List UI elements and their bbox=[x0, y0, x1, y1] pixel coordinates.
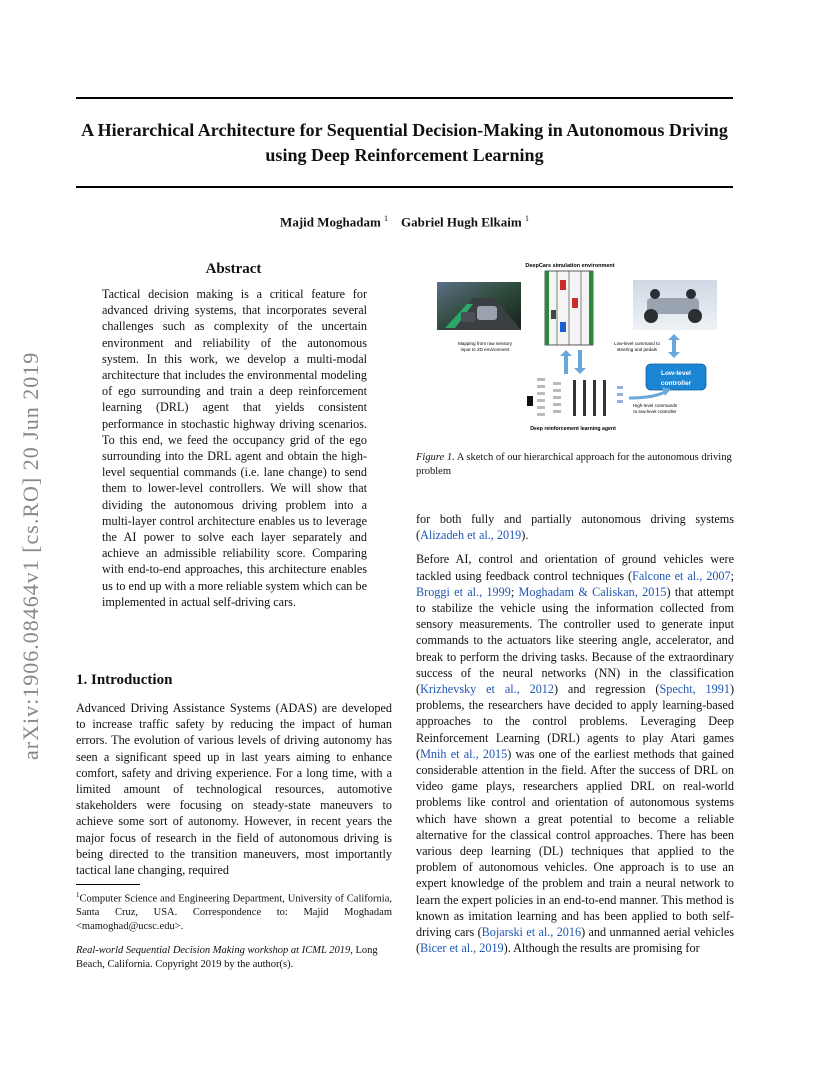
workshop-note bbox=[76, 944, 392, 971]
citation-link[interactable]: Moghadam & Caliskan, 2015 bbox=[518, 584, 667, 599]
citation-link[interactable]: Specht, 1991 bbox=[659, 682, 730, 697]
text-run: ) and unmanned aerial vehicles ( bbox=[416, 925, 734, 956]
author-name: Majid Moghadam bbox=[280, 214, 381, 230]
citation-link[interactable]: Broggi et al., 1999 bbox=[416, 584, 511, 599]
right-paragraph-1 bbox=[416, 511, 734, 543]
camera-view-image bbox=[437, 282, 521, 330]
author-list bbox=[76, 214, 733, 230]
env-label: DeepCars simulation environment bbox=[525, 263, 615, 269]
citation-link[interactable]: Bojarski et al., 2016 bbox=[481, 925, 582, 940]
text-run: ). Although the results are promising for bbox=[503, 941, 700, 956]
figure-caption-text: A sketch of our hierarchical approach for the autonomous driving problem bbox=[416, 452, 732, 477]
text-run: ). bbox=[521, 528, 529, 543]
double-arrow-icon bbox=[668, 334, 680, 358]
author-affil-mark: 1 bbox=[524, 214, 529, 223]
up-arrow-icon bbox=[560, 350, 572, 374]
text-run: ) was one of the earliest methods that gained considerable attention in the field. After the success of DRL on video game plays, researchers applied DRL on real-world problems like control and orientation of autonomous systems which have shown a great potential to become a reliable alternative for the classical control approaches. There has been various deep learning (DL) techniques that applied to the problem of autonomous vehicles. One approach is to use an expert knowledge of the problem and train a neural network to learn the expert policies in an end-to-end manner. This method is known as imitation learning and has been applied to both self-driving cars ( bbox=[416, 746, 734, 940]
citation-link[interactable]: Krizhevsky et al., 2012 bbox=[420, 682, 554, 697]
introduction-text: Advanced Driving Assistance Systems (ADAS) are developed to increase traffic safety by reducing the impact of human errors. The evolution of various levels of driving autonomy has seen a significant speed up in last years aiming to enhance comfort, safety and driving experience. For a long time, with a limited amount of technological resources, automotive stakeholders were focusing on steady-state maneuvers to achieve some sort of autonomy. However, in recent years the major focus of research in the field of autonomous driving is being directed to the transition maneuvers, most importantly tactical lane changing, required bbox=[76, 701, 392, 878]
workshop-details: , Long Beach, California. Copyright 2019 by the author(s). bbox=[76, 945, 378, 970]
workshop-name: Real-world Sequential Decision Making workshop at ICML 2019 bbox=[76, 945, 351, 956]
text-run: ) that attempt to stabilize the vehicle using the information collected from sensory measurements. The controller used to generate input commands to the actuators like steering angle, accelerator, and break to perform the driving tasks. Because of the extraordinary success of the neural networks (NN) in the classification ( bbox=[416, 584, 735, 697]
footnote-mark: 1 bbox=[76, 891, 80, 899]
paper-title: A Hierarchical Architecture for Sequential Decision-Making in Autonomous Driving using Deep Reinforcement Learning bbox=[81, 120, 728, 165]
citation-link[interactable]: Falcone et al., 2007 bbox=[632, 568, 731, 583]
figure-1 bbox=[433, 258, 723, 436]
author-affil-mark: 1 bbox=[384, 214, 389, 223]
right-column-body bbox=[416, 511, 734, 964]
figure-caption-label: Figure 1. bbox=[416, 452, 455, 463]
mapping-label-1: Mapping from raw sensory bbox=[457, 341, 513, 346]
title-bottom-rule bbox=[76, 186, 733, 188]
text-run: ; bbox=[730, 568, 735, 583]
citation-link[interactable]: Alizadeh et al., 2019 bbox=[420, 528, 522, 543]
right-paragraph-2 bbox=[416, 551, 734, 956]
citation-link[interactable]: Mnih et al., 2015 bbox=[420, 746, 508, 761]
abstract-heading: Abstract bbox=[205, 261, 262, 277]
text-run: Before AI, control and orientation of ground vehicles were tackled using feedback control techniques ( bbox=[416, 552, 734, 583]
controller-label-1: Low-level bbox=[660, 370, 692, 377]
agent-to-controller-arrow bbox=[629, 392, 665, 398]
highcmd-label-2: to low-level controller bbox=[633, 409, 677, 414]
lowcmd-label-2: steering and pedals bbox=[616, 347, 658, 352]
text-run: ) and regression ( bbox=[553, 682, 660, 697]
down-arrow-icon bbox=[574, 350, 586, 374]
vehicle-chassis-image bbox=[633, 280, 717, 330]
top-rule bbox=[76, 97, 733, 99]
citation-link[interactable]: Bicer et al., 2019 bbox=[420, 941, 504, 956]
abstract-text: Tactical decision making is a critical feature for advanced driving systems, that incorporates several challenges such as complexity of the uncertain environment and reliability of the autonomous system. In this work, we develop a multi-modal architecture that includes the environmental modeling of ego surrounding and train a deep reinforcement learning (DRL) agent that yields consistent performance in stochastic highway driving scenarios. To this end, we feed the occupancy grid of the ego surrounding into the DRL agent and obtain the high-level sequential commands (i.e. lane change) to send them to lower-level controllers. We will show that dividing the autonomous driving problem into a multi-layer control architecture enables us to leverage the AI power to solve each layer separately and achieve an admissible reliability score. Comparing with end-to-end approaches, this architecture enables us to end up with a more reliable system which can be implemented in actual self-driving cars. bbox=[102, 287, 367, 609]
footnote bbox=[76, 889, 392, 933]
agent-label: Deep reinforcement learning agent bbox=[530, 426, 616, 432]
text-run: for both fully and partially autonomous driving systems ( bbox=[416, 512, 734, 543]
lowcmd-label-1: Low-level command to bbox=[614, 341, 660, 346]
text-run: ) problems, the researchers have decided to apply learning-based approaches to the control problems. Leveraging Deep Reinforcement Learning (DRL) agents to play Atari games ( bbox=[416, 682, 734, 761]
figure-1-diagram bbox=[433, 258, 723, 436]
footnote-rule bbox=[76, 884, 140, 885]
text-run: ; bbox=[510, 584, 519, 599]
footnote-text: Computer Science and Engineering Department, University of California, Santa Cruz, USA. Correspondence to: Majid Moghadam <mamoghad@ucsc.edu>. bbox=[76, 893, 392, 932]
arxiv-identifier: arXiv:1906.08464v1 [cs.RO] 20 Jun 2019 bbox=[18, 351, 43, 760]
controller-label-2: controller bbox=[660, 380, 692, 387]
figure-caption bbox=[416, 451, 734, 479]
mapping-label-2: input to 2D environment bbox=[460, 347, 510, 352]
author-name: Gabriel Hugh Elkaim bbox=[401, 214, 522, 230]
section-heading-introduction: 1. Introduction bbox=[76, 672, 173, 688]
deepcars-road bbox=[545, 271, 593, 345]
neural-network-sketch bbox=[527, 378, 623, 416]
highcmd-label-1: High-level commands bbox=[632, 403, 678, 408]
